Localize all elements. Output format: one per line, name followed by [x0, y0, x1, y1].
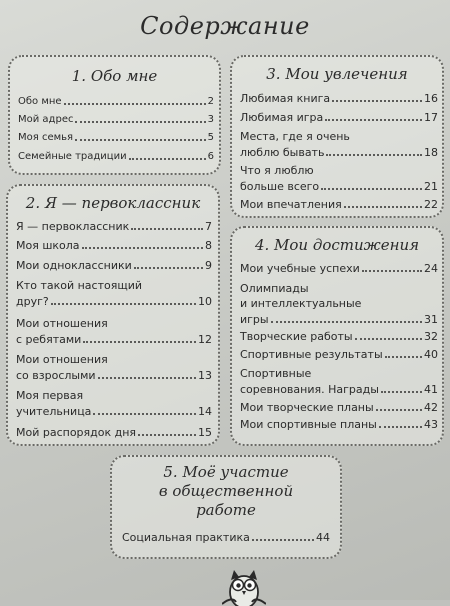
toc-entry-text: Социальная практика [122, 531, 250, 544]
toc-entry-text: Мой адрес [18, 114, 74, 125]
section-1-title: 1. Обо мне [71, 67, 158, 85]
toc-entry[interactable] [16, 333, 212, 346]
toc-entry-text: с ребятами [16, 333, 82, 346]
toc-entry-line: и интеллектуальные [240, 297, 362, 310]
toc-entry-page: 12 [198, 333, 212, 346]
leader-dots [325, 119, 422, 121]
toc-entry-text: учительница [16, 405, 92, 418]
toc-entry-page: 42 [424, 401, 438, 414]
toc-entry-text: Мои спортивные планы [240, 418, 377, 431]
toc-entry-text: Моя школа [16, 239, 80, 252]
toc-entry-text: со взрослыми [16, 369, 96, 382]
toc-entry[interactable] [18, 113, 214, 126]
toc-entry-text: Мои учебные успехи [240, 262, 360, 275]
toc-entry-page: 9 [205, 259, 212, 272]
toc-entry-page: 44 [316, 531, 330, 544]
leader-dots [332, 100, 422, 102]
toc-entry-line: Кто такой настоящий [16, 279, 143, 292]
toc-entry[interactable] [240, 111, 438, 124]
toc-entry-text: Любимая игра [240, 111, 324, 124]
owl-illustration [222, 566, 266, 606]
toc-entry-page: 17 [424, 111, 438, 124]
toc-entry-page: 13 [198, 369, 212, 382]
toc-entry[interactable] [240, 146, 438, 159]
leader-dots [75, 139, 206, 141]
leader-dots [51, 303, 196, 305]
leader-dots [355, 338, 422, 340]
leader-dots [362, 270, 422, 272]
section-2-box [6, 184, 220, 446]
section-4-title: 4. Мои достижения [254, 236, 420, 254]
toc-entry[interactable] [18, 95, 214, 108]
toc-entry-text: Семейные традиции [18, 151, 127, 162]
toc-entry-page: 22 [424, 198, 438, 211]
leader-dots [98, 377, 196, 379]
toc-entry[interactable] [240, 330, 438, 343]
toc-entry-page: 40 [424, 348, 438, 361]
page-title: Содержание [140, 12, 310, 40]
toc-entry-page: 5 [207, 132, 214, 143]
toc-entry-page: 24 [424, 262, 438, 275]
toc-entry-text: люблю бывать [240, 146, 325, 159]
section-3-box [230, 55, 444, 218]
toc-entry-line: Мои отношения [16, 317, 108, 330]
toc-entry-text: Моя семья [18, 132, 74, 143]
leader-dots [75, 121, 205, 123]
section-2-title: 2. Я — первоклассник [25, 194, 201, 212]
toc-entry[interactable] [18, 131, 214, 144]
leader-dots [129, 158, 206, 160]
toc-entry-page: 7 [205, 220, 212, 233]
toc-entry-page: 3 [207, 114, 214, 125]
toc-entry-page: 32 [424, 330, 438, 343]
toc-entry-text: Обо мне [18, 96, 62, 107]
toc-entry[interactable] [240, 180, 438, 193]
toc-entry[interactable] [240, 348, 438, 361]
toc-entry-line: Что я люблю [240, 164, 314, 177]
toc-entry[interactable] [18, 150, 214, 163]
leader-dots [344, 206, 422, 208]
toc-entry[interactable] [16, 220, 212, 233]
toc-entry-page: 2 [207, 96, 214, 107]
toc-entry-line: Мои отношения [16, 353, 108, 366]
toc-entry[interactable] [16, 239, 212, 252]
leader-dots [381, 391, 422, 393]
toc-entry[interactable] [240, 92, 438, 105]
leader-dots [64, 103, 206, 105]
section-1-box [8, 55, 221, 175]
section-5-title-line-2: в общественной [158, 482, 294, 500]
toc-entry[interactable] [16, 295, 212, 308]
toc-entry[interactable] [240, 383, 438, 396]
toc-entry-text: Я — первоклассник [16, 220, 130, 233]
section-3-title: 3. Мои увлечения [266, 65, 408, 83]
toc-entry-text: Мои одноклассники [16, 259, 132, 272]
leader-dots [252, 539, 314, 541]
toc-entry-text: Спортивные результаты [240, 348, 383, 361]
leader-dots [321, 188, 422, 190]
leader-dots [379, 426, 422, 428]
toc-entry-text: Творческие работы [240, 330, 353, 343]
toc-entry-page: 16 [424, 92, 438, 105]
toc-entry-page: 31 [424, 313, 438, 326]
toc-entry-line: Спортивные [240, 367, 312, 380]
toc-entry-text: игры [240, 313, 269, 326]
toc-entry-page: 21 [424, 180, 438, 193]
toc-entry[interactable] [240, 418, 438, 431]
toc-entry-line: Моя первая [16, 389, 84, 402]
toc-entry-page: 10 [198, 295, 212, 308]
toc-entry[interactable] [16, 369, 212, 382]
toc-entry[interactable] [122, 531, 330, 544]
toc-entry-text: друг? [16, 295, 49, 308]
leader-dots [326, 154, 422, 156]
toc-entry-text: Мои творческие планы [240, 401, 374, 414]
toc-entry-text: Мой распорядок дня [16, 426, 137, 439]
leader-dots [134, 267, 203, 269]
leader-dots [82, 247, 203, 249]
toc-entry-page: 41 [424, 383, 438, 396]
toc-entry-text: соревнования. Награды [240, 383, 379, 396]
toc-entry[interactable] [240, 262, 438, 275]
section-5-title-line-1: 5. Моё участие [163, 463, 289, 481]
leader-dots [93, 413, 196, 415]
leader-dots [131, 228, 203, 230]
leader-dots [271, 321, 422, 323]
toc-entry-line: Олимпиады [240, 282, 309, 295]
section-5-title-line-3: работе [196, 501, 256, 519]
leader-dots [83, 341, 196, 343]
toc-entry-line: Места, где я очень [240, 130, 350, 143]
toc-entry-page: 6 [207, 151, 214, 162]
toc-entry[interactable] [240, 313, 438, 326]
toc-entry-page: 43 [424, 418, 438, 431]
toc-entry-page: 18 [424, 146, 438, 159]
toc-entry[interactable] [240, 401, 438, 414]
toc-entry[interactable] [240, 198, 438, 211]
toc-entry[interactable] [16, 259, 212, 272]
toc-entry-text: больше всего [240, 180, 320, 193]
leader-dots [385, 356, 422, 358]
toc-entry-page: 8 [205, 239, 212, 252]
toc-entry[interactable] [16, 426, 212, 439]
leader-dots [138, 434, 196, 436]
toc-entry-page: 14 [198, 405, 212, 418]
toc-entry-text: Любимая книга [240, 92, 331, 105]
toc-entry[interactable] [16, 405, 212, 418]
toc-entry-text: Мои впечатления [240, 198, 342, 211]
toc-entry-page: 15 [198, 426, 212, 439]
leader-dots [376, 409, 422, 411]
section-5-box [110, 455, 342, 559]
section-4-box [230, 226, 444, 446]
